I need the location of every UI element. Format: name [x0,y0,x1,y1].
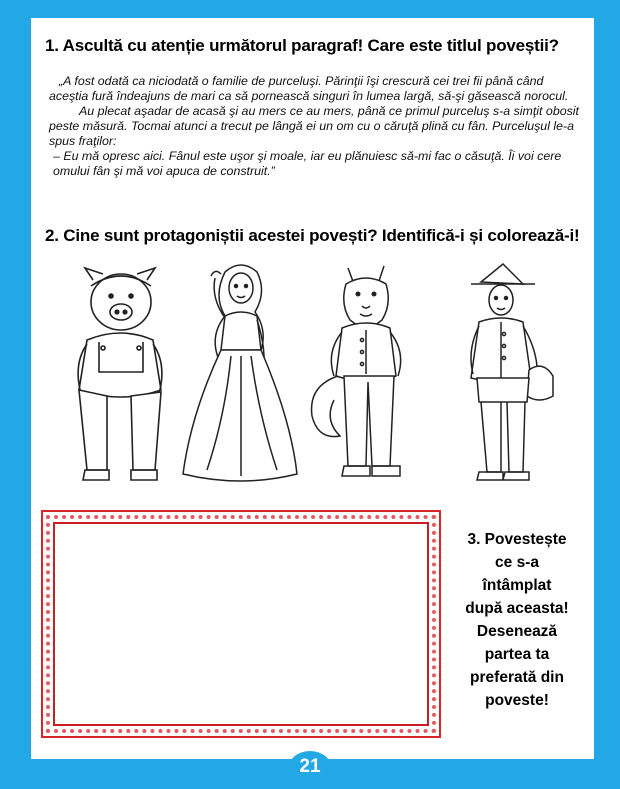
story-paragraph-2: Au plecat aşadar de acasă şi au mers ce au mers, până ce primul purceluş s-a simţit obosit peste măsură. Tocmai atunci a trecut pe lângă ei un om cu o căruţă plină cu fân. Purceluşul le-a spus fraţilor: [49,104,579,148]
worksheet-page [31,18,594,777]
question-3-line: întâmplat [482,577,552,594]
pig-figure[interactable] [69,260,169,486]
princess-figure[interactable] [181,260,299,486]
page-number: 21 [299,756,321,777]
farmer-figure[interactable] [441,260,561,486]
story-paragraph-1: „A fost odată ca niciodată o familie de purceluşi. Părinţii îşi crescură cei trei fii până când aceştia fură îndeajuns de mari ca să pornească singuri în lumea largă, să-şi găsească norocul. [49,74,569,103]
question-3-text [443,528,591,712]
story-paragraph-3: – Eu mă opresc aici. Fânul este uşor şi moale, iar eu plănuiesc să-mi fac o căsuţă. Îi voi cere omului fân şi mă voi apuca de construit.” [53,149,562,178]
wolf-figure[interactable] [306,260,426,486]
question-3-line: ce s-a [495,554,539,571]
question-3-line: poveste! [485,692,549,709]
question-3-line: partea ta [484,646,550,663]
question-3-line: după aceasta! [465,600,569,617]
characters-row [31,260,594,488]
drawing-area[interactable] [53,522,429,726]
story-paragraph [49,74,579,179]
question-2-title: 2. Cine sunt protagoniștii acestei povești? Identifică-i și colorează-i! [45,226,580,245]
question-1-title: 1. Ascultă cu atenție următorul paragraf! Care este titlul poveștii? [45,36,559,55]
question-3-line: preferată din [470,669,564,686]
drawing-frame[interactable] [41,506,441,742]
question-3-line: Desenează [476,623,558,640]
question-3-line: 3. Povestește [467,531,567,548]
